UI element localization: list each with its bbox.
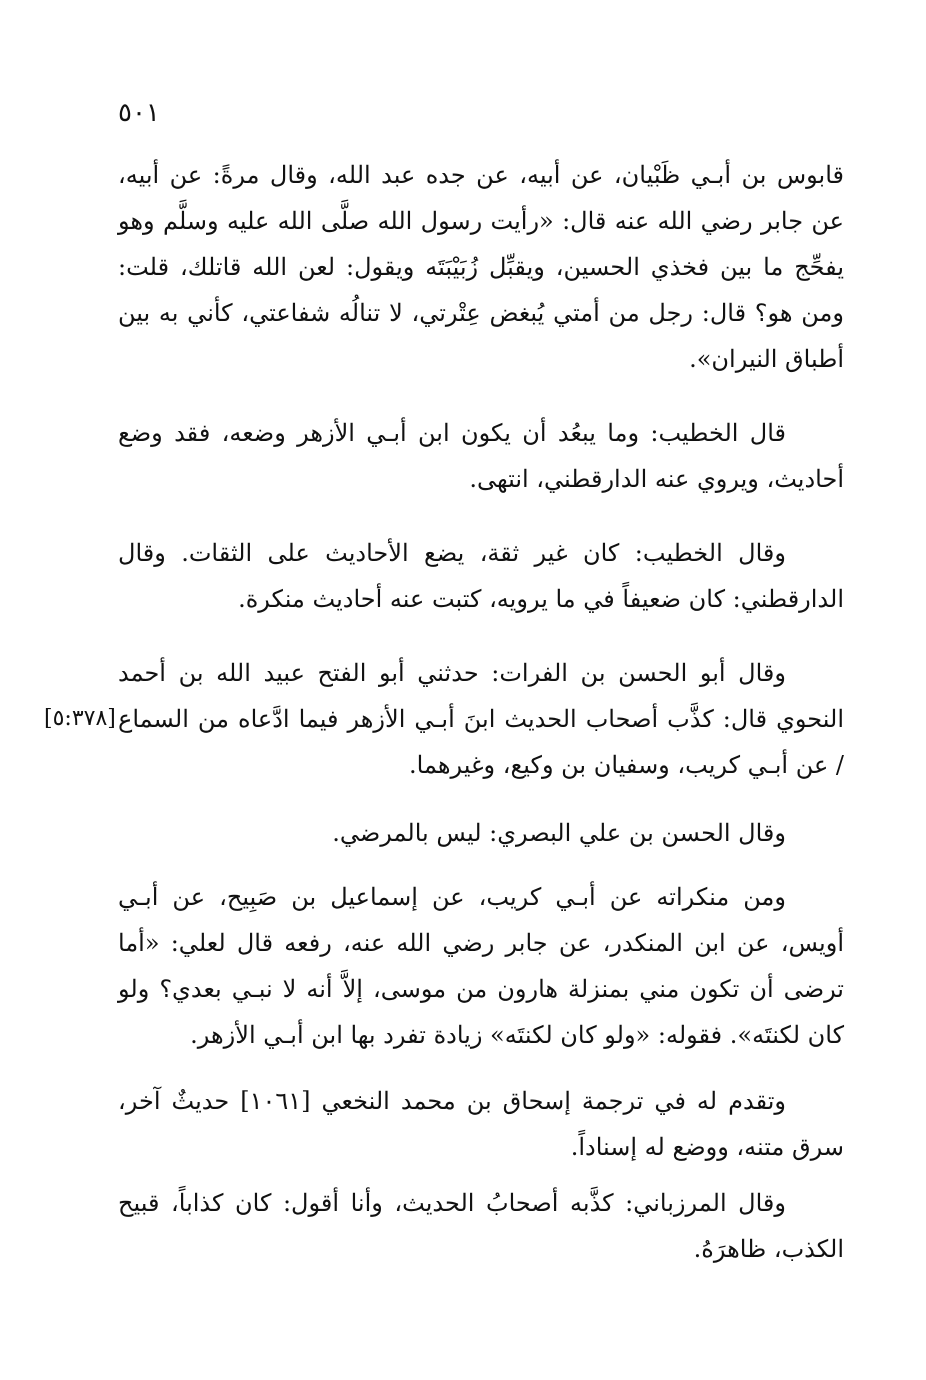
paragraph-hasan-basri: وقال الحسن بن علي البصري: ليس بالمرضي.: [332, 819, 786, 847]
page-number: ٥٠١: [118, 98, 160, 128]
paragraph-narration-qabus: قابوس بن أبـي ظَبْيان، عن أبيه، عن جده عبد الله، وقال مرةً: عن أبيه، عن جابر رضي الله عنه قال: «رأيت رسول الله صلَّى الله عليه وسلَّم وهو يفحِّج ما بين فخذي الحسين، ويقبِّل زُبَيْبَتَه ويقول: لعن الله قاتلك، قلت: ومن هو؟ قال: رجل من أمتي يُبغض عِتْرتي، لا تنالُه شفاعتي، كأني به بين أطباق النيران».: [118, 161, 844, 373]
paragraph-munkarat: ومن منكراته عن أبـي كريب، عن إسماعيل بن صَبِيح، عن أبـي أويس، عن ابن المنكدر، عن جابر رضي الله عنه، رفعه قال لعلي: «أما ترضى أن تكون مني بمنزلة هارون من موسى، إلاَّ أنه لا نبـي بعدي؟ ولو كان لكنتَه». فقوله: «ولو كان لكنتَه» زيادة تفرد بها ابن أبـي الأزهر.: [118, 883, 844, 1049]
paragraph-khatib-daraqutni: وقال الخطيب: كان غير ثقة، يضع الأحاديث على الثقات. وقال الدارقطني: كان ضعيفاً في ما يرويه، كتبت عنه أحاديث منكرة.: [118, 539, 844, 613]
paragraph-5-block: [118, 810, 844, 856]
paragraph-marzubani: وقال المرزباني: كذَّبه أصحابُ الحديث، وأنا أقول: كان كذاباً، قبيح الكذب، ظاهرَهُ.: [118, 1189, 844, 1263]
paragraph-6-block: [118, 874, 844, 1058]
paragraph-7-block: [118, 1078, 844, 1170]
paragraph-ibn-furat: وقال أبو الحسن بن الفرات: حدثني أبو الفتح عبيد الله بن أحمد النحوي قال: كذَّب أصحاب الحديث ابنَ أبـي الأزهر فيما ادَّعاه من السماع / عن أبـي كريب، وسفيان بن وكيع، وغيرهما.: [118, 659, 844, 779]
margin-reference-note: [٥:٣٧٨]: [44, 706, 116, 731]
paragraph-8-block: [118, 1180, 844, 1272]
paragraph-ishaq-nakhai: وتقدم له في ترجمة إسحاق بن محمد النخعي [١٠٦١] حديثٌ آخر، سرق متنه، ووضع له إسناداً.: [118, 1087, 844, 1161]
paragraph-khatib-comment: قال الخطيب: وما يبعُد أن يكون ابن أبـي الأزهر وضعه، فقد وضع أحاديث، ويروي عنه الدارقطني، انتهى.: [118, 419, 844, 493]
paragraph-3-block: [118, 530, 844, 622]
paragraph-1-block: [118, 152, 844, 382]
paragraph-4-block: [118, 650, 844, 788]
paragraph-2-block: [118, 410, 844, 502]
